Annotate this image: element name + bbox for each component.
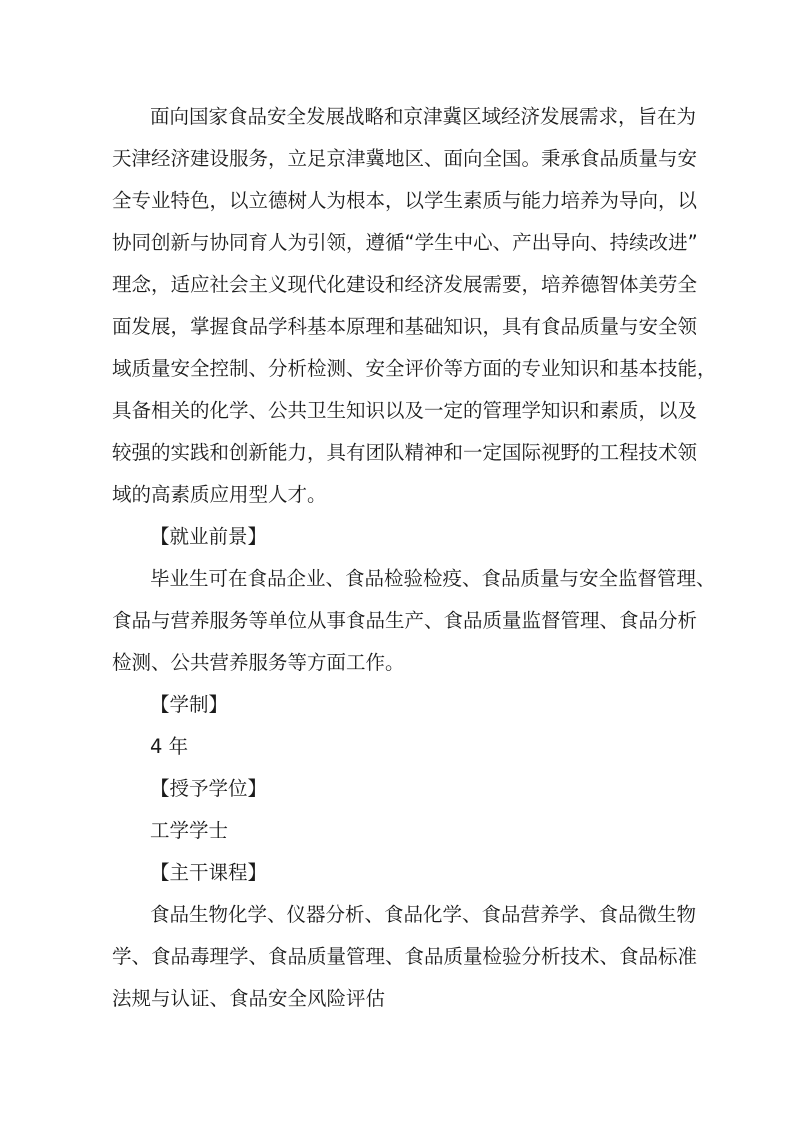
objective-line-5: 理念，适应社会主义现代化建设和经济发展需要，培养德智体美劳全 [112,273,698,296]
objective-line-3: 全专业特色，以立德树人为根本，以学生素质与能力培养为导向，以 [112,189,698,212]
employment-line-2: 食品与营养服务等单位从事食品生产、食品质量监督管理、食品分析 [112,609,698,632]
objective-line-2: 天津经济建设服务，立足京津冀地区、面向全国。秉承食品质量与安 [112,147,698,170]
objective-line-6: 面发展，掌握食品学科基本原理和基础知识，具有食品质量与安全领 [112,315,698,338]
courses-line-2: 学、食品毒理学、食品质量管理、食品质量检验分析技术、食品标准 [112,945,698,968]
objective-line-7: 域质量安全控制、分析检测、安全评价等方面的专业知识和基本技能， [112,357,717,380]
employment-line-3: 检测、公共营养服务等方面工作。 [112,651,405,674]
courses-heading: 【主干课程】 [150,861,268,884]
objective-line-9: 较强的实践和创新能力，具有团队精神和一定国际视野的工程技术领 [112,441,698,464]
degree-heading: 【授予学位】 [150,777,268,800]
courses-line-1: 食品生物化学、仪器分析、食品化学、食品营养学、食品微生物 [150,903,697,926]
objective-line-10: 域的高素质应用型人才。 [112,483,327,506]
employment-line-1: 毕业生可在食品企业、食品检验检疫、食品质量与安全监督管理、 [150,567,716,590]
duration-value: 4 年 [150,735,189,758]
employment-heading: 【就业前景】 [150,525,268,548]
degree-value: 工学学士 [150,819,229,842]
courses-line-3: 法规与认证、食品安全风险评估 [112,987,386,1010]
objective-line-1: 面向国家食品安全发展战略和京津冀区域经济发展需求，旨在为 [150,105,697,128]
objective-line-4: 协同创新与协同育人为引领，遵循“学生中心、产出导向、持续改进” [112,231,698,254]
objective-line-8: 具备相关的化学、公共卫生知识以及一定的管理学知识和素质，以及 [112,399,698,422]
duration-heading: 【学制】 [150,693,229,716]
